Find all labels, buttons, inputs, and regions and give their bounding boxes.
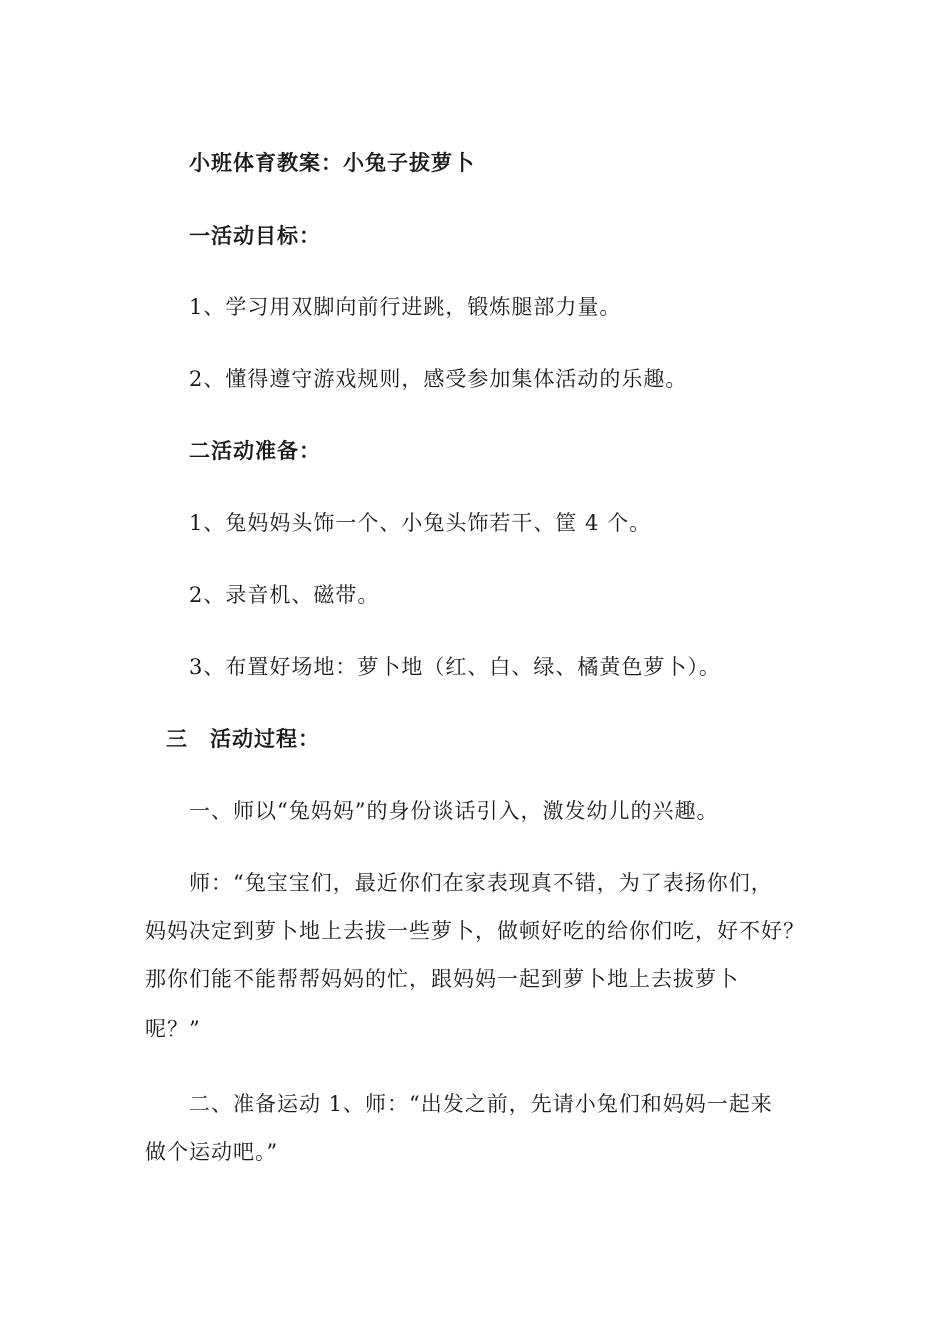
goal-item-1: 1、学习用双脚向前行进跳，锻炼腿部力量。 (189, 295, 622, 319)
prep-item-3: 3、布置好场地：萝卜地（红、白、绿、橘黄色萝卜）。 (189, 655, 721, 679)
prep-item-1: 1、兔妈妈头饰一个、小兔头饰若干、筐 4 个。 (189, 511, 652, 535)
paragraph-line: 妈妈决定到萝卜地上去拔一些萝卜，做顿好吃的给你们吃，好不好？ (145, 919, 805, 943)
paragraph-line: 师：“兔宝宝们，最近你们在家表现真不错，为了表扬你们， (189, 871, 773, 895)
paragraph-line: 那你们能不能帮帮妈妈的忙，跟妈妈一起到萝卜地上去拔萝卜 (145, 967, 739, 991)
document-title: 小班体育教案：小兔子拔萝卜 (189, 151, 475, 175)
paragraph-line: 做个运动吧。” (145, 1140, 279, 1164)
section-heading-preparation: 二活动准备： (189, 439, 321, 463)
process-step-1: 一、师以“兔妈妈”的身份谈话引入，激发幼儿的兴趣。 (189, 799, 719, 823)
paragraph-line: 呢？” (145, 1017, 201, 1041)
goal-item-2: 2、懂得遵守游戏规则，感受参加集体活动的乐趣。 (189, 367, 688, 391)
paragraph-line: 二、准备运动 1、师：“出发之前，先请小兔们和妈妈一起来 (189, 1092, 773, 1116)
section-heading-goals: 一活动目标： (189, 224, 321, 248)
section-heading-process: 三 活动过程： (166, 727, 320, 751)
prep-item-2: 2、录音机、磁带。 (189, 583, 380, 607)
